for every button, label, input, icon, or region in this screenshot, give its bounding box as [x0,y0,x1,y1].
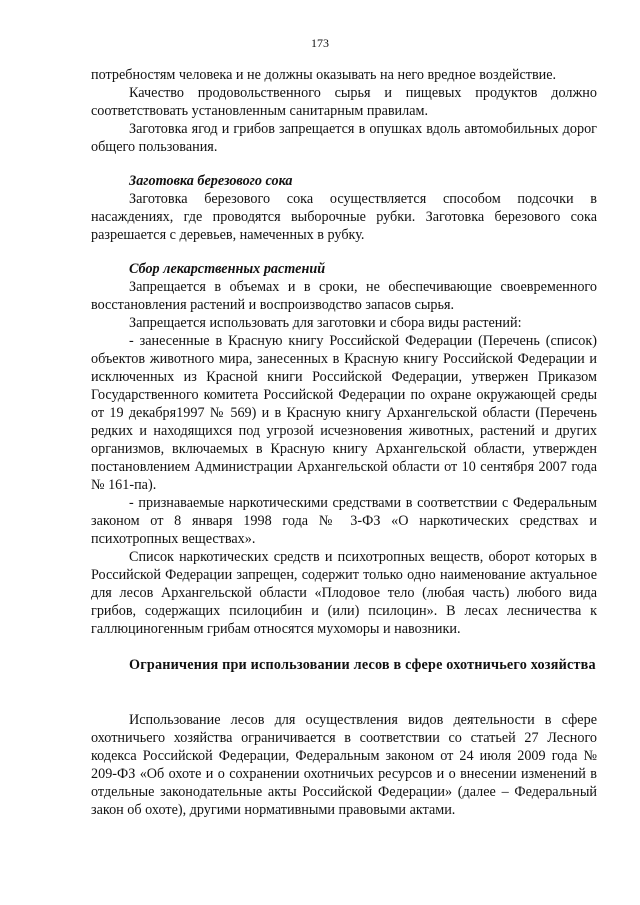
paragraph-prohibited-species: Запрещается использовать для заготовки и сбора виды растений: [129,315,522,331]
document-body [91,66,597,819]
paragraph-narcotics-list: Список наркотических средств и психотропных веществ, оборот которых в Российской Федерации запрещен, содержит только одно наименование актуальное для лесов Архангельской области «Плодовое тело (любая часть) любого вида грибов, содержащих псилоцибин и (или) псилоцин». В лесах лесничества к галлюциногенным грибам относятся мухоморы и навозники. [91,549,597,637]
section-heading-hunting: Ограничения при использовании лесов в сфере охотничьего хозяйства [129,657,596,673]
paragraph-hunting-law: Использование лесов для осуществления видов деятельности в сфере охотничьего хозяйства ограничивается в соответствии со статьей 27 Лесного кодекса Российской Федерации, Федеральным законом от 24 июля 2009 года № 209-ФЗ «Об охоте и о сохранении охотничьих ресурсов и о внесении изменений в отдельные законодательные акты Российской Федерации» (далее – Федеральный закон об охоте), другими нормативными правовыми актами. [91,712,597,818]
subheading-birch-sap: Заготовка березового сока [129,173,293,189]
paragraph-birch-sap: Заготовка березового сока осуществляется способом подсочки в насаждениях, где проводятся выборочные рубки. Заготовка березового сока разрешается с деревьев, намеченных в рубку. [91,191,597,243]
page-number: 173 [311,36,329,50]
paragraph-berries-mushrooms: Заготовка ягод и грибов запрещается в опушках вдоль автомобильных дорог общего пользования. [91,121,597,155]
list-item-red-book: - занесенные в Красную книгу Российской Федерации (Перечень (список) объектов животного мира, занесенных в Красную книгу Российской Федерации и исключенных из Красной книги Российской Федерации, утвержен Приказом Государственного комитета Российской Федерации по охране окружающей среды от 19 декабря1997 № 569) и в Красную книгу Архангельской области (Перечень редких и находящихся под угрозой исчезновения животных, растений и других организмов, включаемых в Красную книгу Архангельской области, утвержден постановлением Администрации Архангельской области от 10 сентября 2007 года № 161-па). [91,333,597,493]
paragraph-food-quality: Качество продовольственного сырья и пищевых продуктов должно соответствовать установленным санитарным правилам. [91,85,597,119]
paragraph-volumes-terms: Запрещается в объемах и в сроки, не обеспечивающие своевременного восстановления растений и воспроизводство запасов сырья. [91,279,597,313]
subheading-medicinal-plants: Сбор лекарственных растений [129,261,326,277]
paragraph-continuation: потребностям человека и не должны оказывать на него вредное воздействие. [91,67,557,83]
list-item-narcotics: - признаваемые наркотическими средствами в соответствии с Федеральным законом от 8 января 1998 года № 3-ФЗ «О наркотических средствах и психотропных веществах». [91,495,597,547]
